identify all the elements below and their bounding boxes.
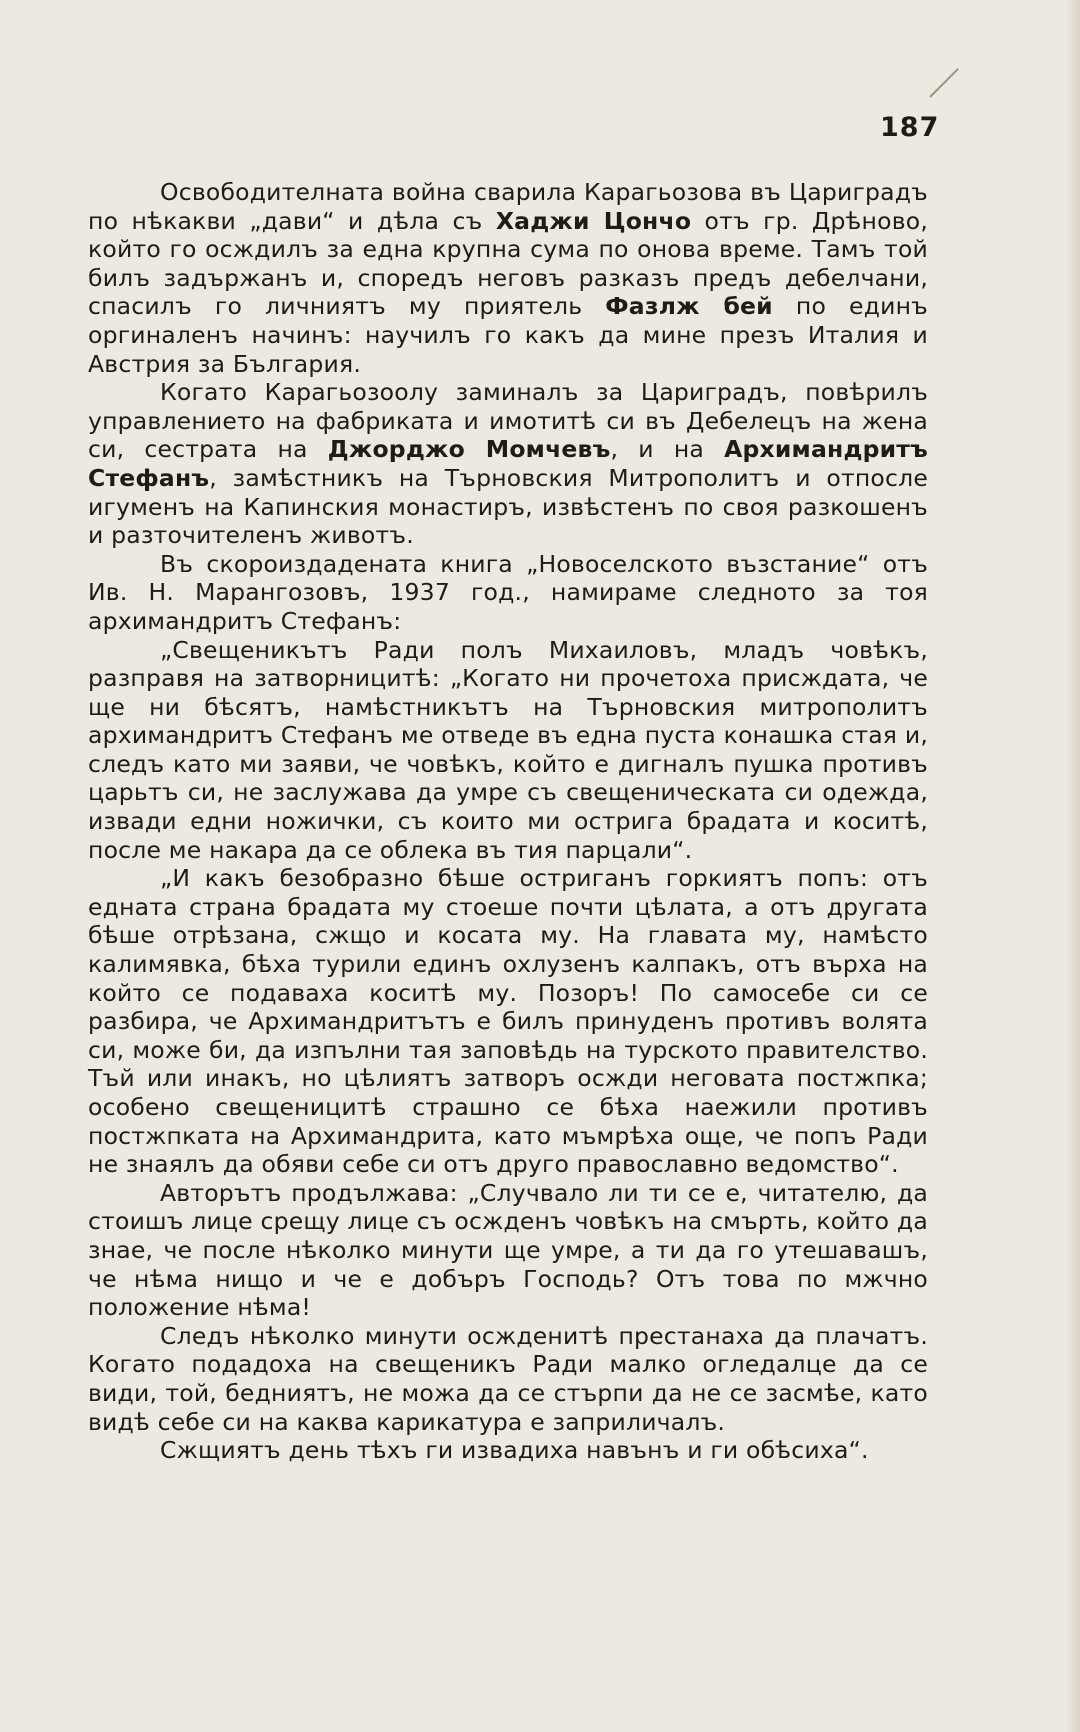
corner-pencil-mark	[929, 68, 959, 98]
paragraph	[88, 1322, 928, 1436]
text-segment: отъ гр. Дрѣново, който го осждилъ за една крупна сума по онова време. Тамъ той билъ задържанъ и, споредъ неговъ разказъ предъ дебелчани, спасилъ го личниятъ му приятель	[88, 206, 928, 321]
paragraph	[88, 864, 928, 1179]
text-segment: Освободителната война сварила Карагьозова въ Цариградъ по нѣкакви „дави“ и дѣла съ	[88, 178, 928, 235]
page-number: 187	[880, 112, 940, 143]
text-segment-bold: Джорджо Момчевъ	[327, 435, 611, 464]
paragraph	[88, 1436, 928, 1465]
text-segment-bold: Хаджи Цончо	[495, 206, 692, 235]
text-segment: по единъ оргиналенъ начинъ: научилъ го какъ да мине презъ Италия и Австрия за България.	[88, 292, 928, 378]
paragraph	[88, 378, 928, 550]
paragraph	[88, 178, 928, 378]
text-segment: Когато Карагьозоолу заминалъ за Цариградъ, повѣрилъ управлението на фабриката и имотитѣ си въ Дебелецъ на жена си, сестрата на	[88, 378, 928, 464]
paragraph	[88, 1179, 928, 1322]
text-segment: Сжщиятъ день тѣхъ ги извадиха навънъ и ги обѣсиха“.	[160, 1436, 869, 1465]
paragraph	[88, 636, 928, 865]
text-segment: Въ скороиздадената книга „Новоселското възстание“ отъ Ив. Н. Марангозовъ, 1937 год., намираме следното за тоя архимандритъ Стефанъ:	[88, 549, 928, 635]
page-edge-shadow	[1066, 0, 1080, 1732]
text-segment-bold: Фазлж бей	[605, 292, 773, 321]
text-segment: Авторътъ продължава: „Случвало ли ти се е, читателю, да стоишъ лице срещу лице съ осжденъ човѣкъ на смърть, който да знае, че после нѣколко минути ще умре, а ти да го утешавашъ, че нѣма нищо и че е добъръ Господь? Отъ това по мжчно положение нѣма!	[88, 1178, 928, 1322]
text-segment-bold: Архимандритъ Стефанъ	[88, 435, 928, 492]
text-segment: Следъ нѣколко минути осжденитѣ престанаха да плачатъ. Когато подадоха на свещеникъ Ради малко огледалце да се види, той, бедниятъ, не можа да се стърпи да не се засмѣе, като видѣ себе си на каква карикатура е заприличалъ.	[88, 1321, 928, 1436]
text-segment: „И какъ безобразно бѣше остриганъ горкиятъ попъ: отъ едната страна брадата му стоеше почти цѣлата, а отъ другата бѣше отрѣзана, сжщо и косата му. На главата му, намѣсто калимявка, бѣха турили единъ охлузенъ калпакъ, отъ върха на който се подаваха коситѣ му. Позоръ! По самосебе си се разбира, че Архимандритътъ е билъ принуденъ противъ волята си, може би, да изпълни тая заповѣдь на турското правителство. Тъй или инакъ, но цѣлиятъ затворъ осжди неговата постжпка; особено свещеницитѣ страшно се бѣха наежили противъ постжпката на Архимандрита, като мъмрѣха още, че попъ Ради не знаялъ да обяви себе си отъ друго православно ведомство“.	[88, 864, 928, 1179]
paragraph	[88, 550, 928, 636]
body-text	[88, 178, 928, 1465]
text-segment: , замѣстникъ на Търновския Митрополитъ и отпосле игуменъ на Капинския монастиръ, извѣстенъ по своя разкошенъ и разточителенъ животъ.	[88, 463, 928, 550]
text-segment: , и на	[610, 435, 725, 464]
text-segment: „Свещеникътъ Ради полъ Михаиловъ, младъ човѣкъ, разправя на затворницитѣ: „Когато ни прочетоха присждата, че ще ни бѣсятъ, намѣстникътъ на Търновския митрополитъ архимандритъ Стефанъ ме отведе въ една пуста конашка стая и, следъ като ми заяви, че човѣкъ, който е дигналъ пушка противъ царьтъ си, не заслужава да умре съ свещеническата си одежда, извади едни ножички, съ които ми остригa брадата и коситѣ, после ме накара да се облека въ тия парцали“.	[88, 635, 928, 864]
